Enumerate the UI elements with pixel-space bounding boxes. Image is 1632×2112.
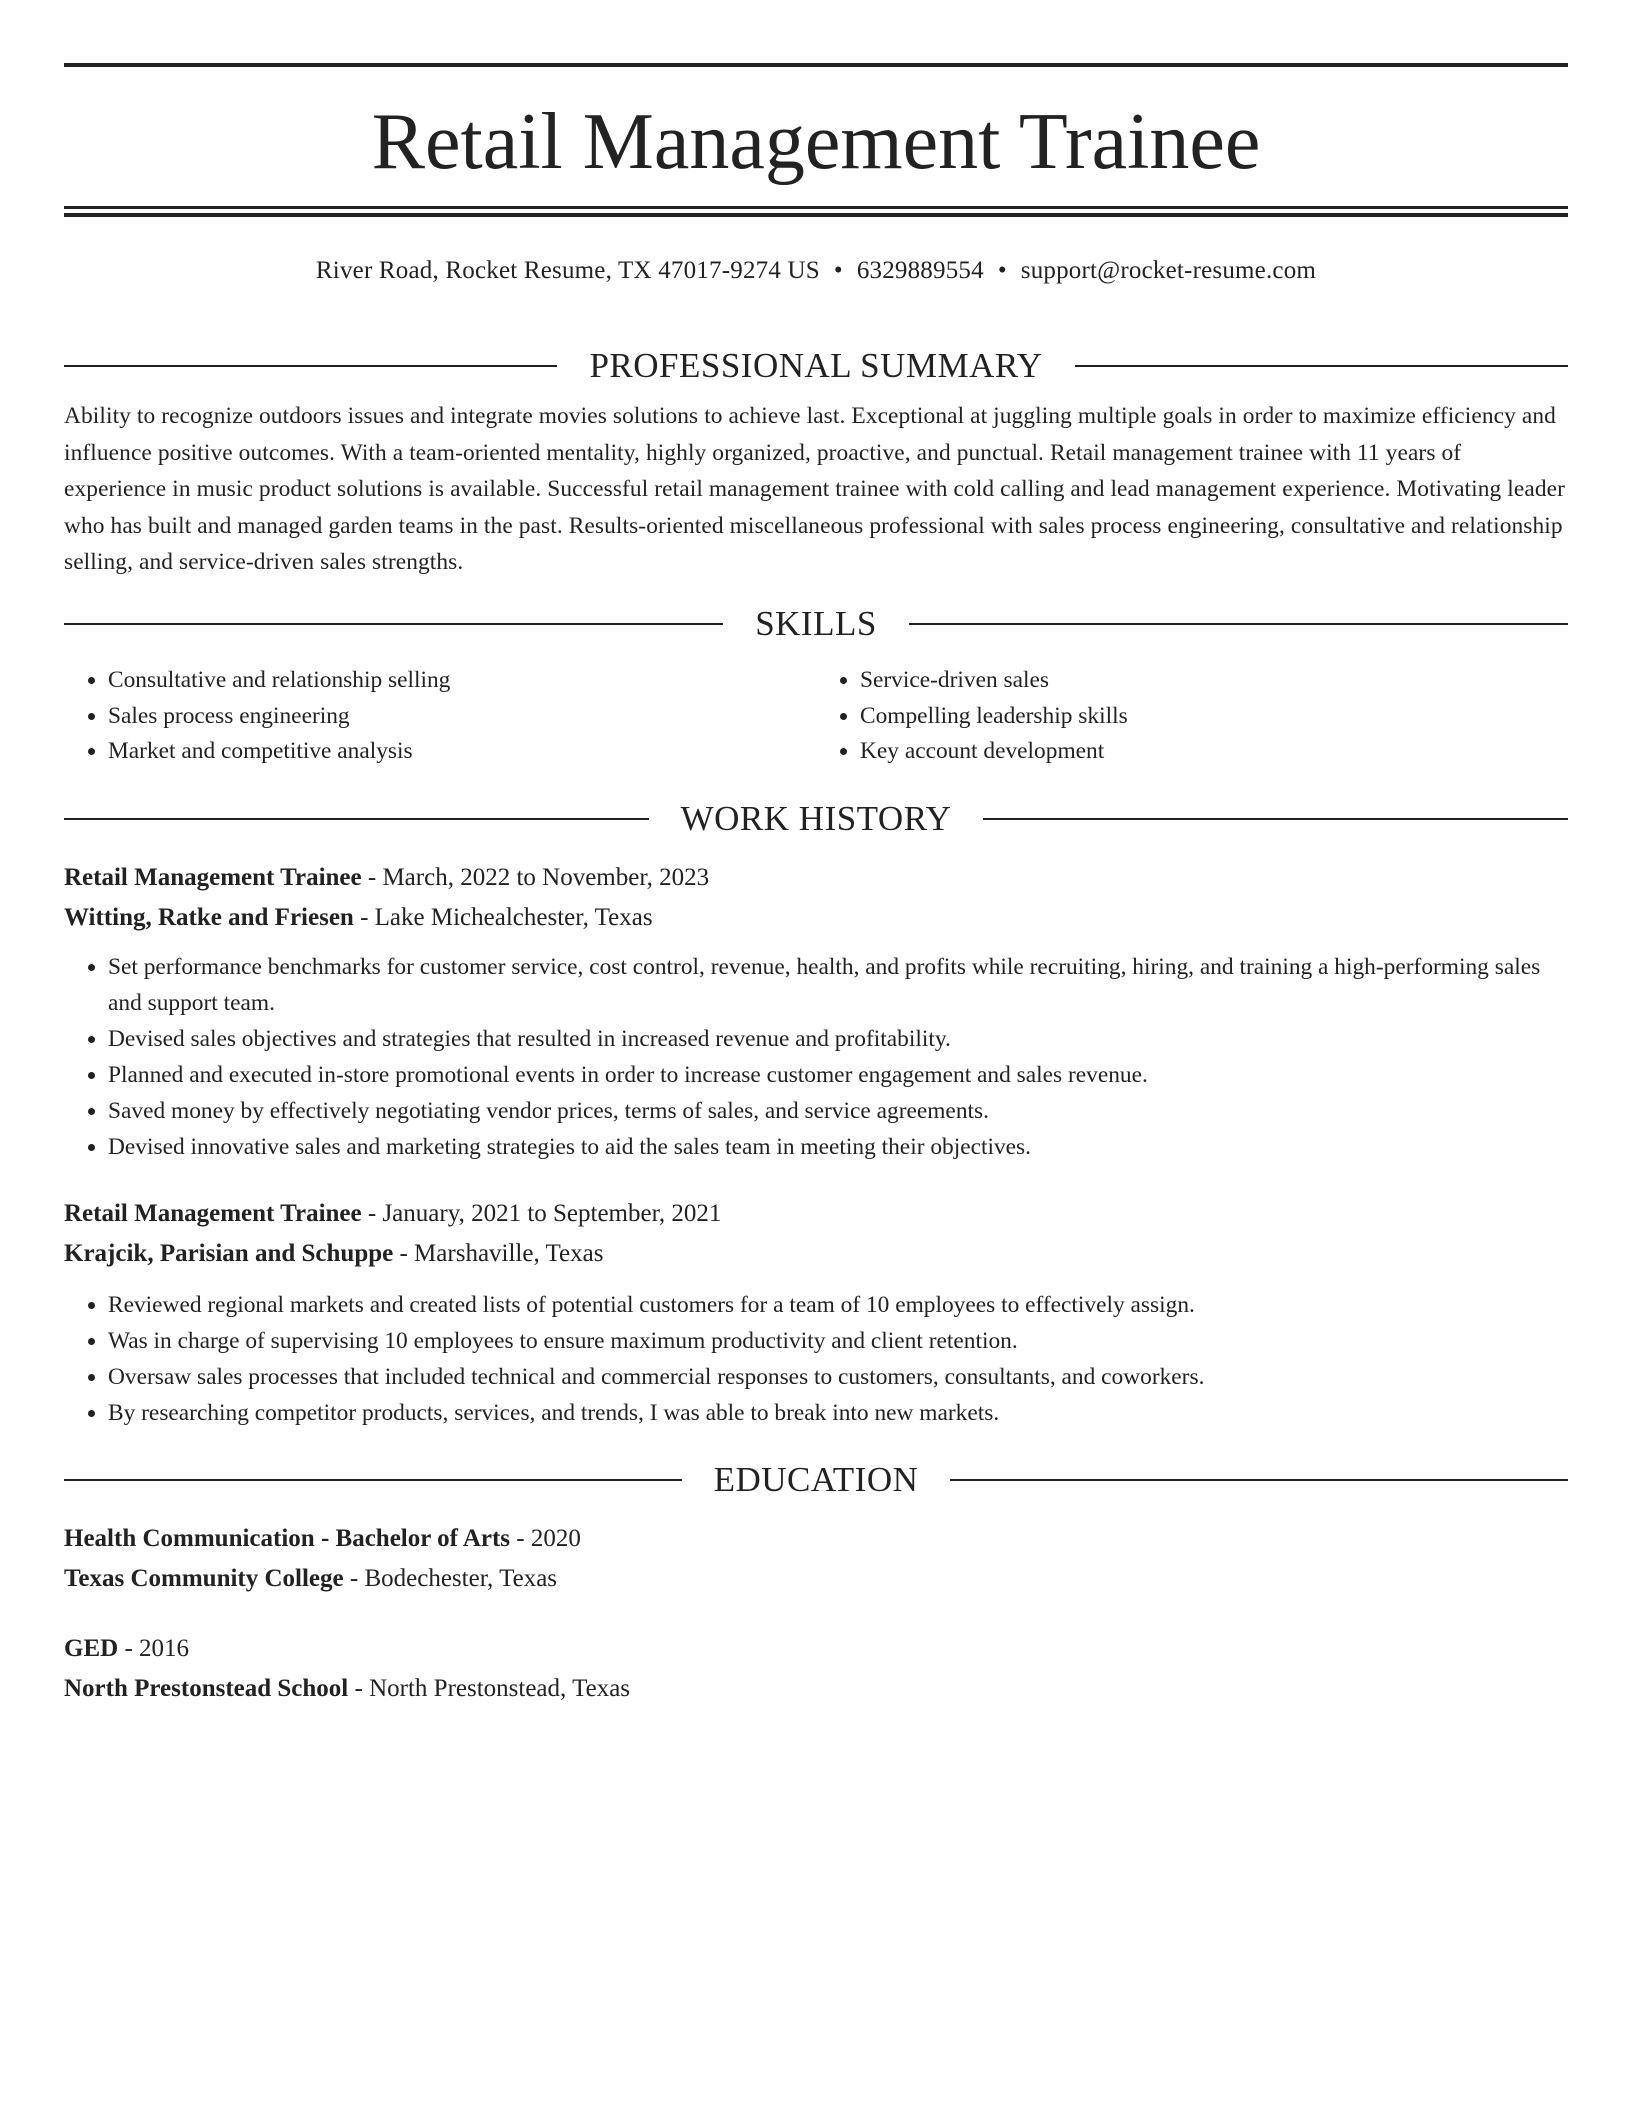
education-school: Texas Community College bbox=[64, 1564, 344, 1592]
job-entry bbox=[64, 1194, 1568, 1431]
job-bullet: • Was in charge of supervising 10 employees to ensure maximum productivity and client retention. bbox=[108, 1323, 1568, 1359]
education-entry bbox=[64, 1519, 1568, 1599]
job-bullet: • Devised innovative sales and marketing strategies to aid the sales team in meeting their objectives. bbox=[108, 1129, 1568, 1165]
skill-item: • Compelling leadership skills bbox=[860, 699, 1568, 735]
skill-item: • Market and competitive analysis bbox=[108, 734, 816, 770]
job-title-line bbox=[64, 858, 1568, 898]
job-company-line bbox=[64, 1234, 1568, 1274]
education-location: - North Prestonstead, Texas bbox=[348, 1674, 631, 1702]
section-heading-work bbox=[64, 799, 1568, 839]
heading-rule-right bbox=[950, 1479, 1568, 1481]
section-title-work: WORK HISTORY bbox=[680, 798, 952, 838]
heading-rule-left bbox=[64, 365, 557, 367]
skill-item: • Consultative and relationship selling bbox=[108, 663, 816, 699]
header-top-rule bbox=[64, 63, 1568, 67]
section-heading-education bbox=[64, 1460, 1568, 1500]
job-bullets bbox=[64, 1287, 1568, 1431]
heading-rule-right bbox=[909, 623, 1568, 625]
education-entry bbox=[64, 1629, 1568, 1709]
education-year: - 2016 bbox=[118, 1634, 190, 1662]
job-title: Retail Management Trainee bbox=[64, 863, 362, 891]
section-heading-skills bbox=[64, 604, 1568, 644]
education-year: - 2020 bbox=[510, 1524, 581, 1552]
education-degree: GED bbox=[64, 1634, 119, 1662]
contact-phone: 6329889554 bbox=[856, 257, 984, 284]
job-bullets bbox=[64, 949, 1568, 1165]
section-title-skills: SKILLS bbox=[755, 603, 877, 643]
job-bullet: • Set performance benchmarks for customer service, cost control, revenue, health, and profits while recruiting, hiring, and training a high-performing sales and support team. bbox=[108, 949, 1568, 1021]
contact-separator: • bbox=[833, 257, 843, 284]
skills-column-right bbox=[816, 663, 1568, 770]
contact-address: River Road, Rocket Resume, TX 47017-9274 US bbox=[315, 257, 820, 284]
skill-item: • Service-driven sales bbox=[860, 663, 1568, 699]
education-school-line bbox=[64, 1559, 1568, 1599]
heading-rule-right bbox=[983, 818, 1568, 820]
education-degree-line bbox=[64, 1629, 1568, 1669]
job-location: - Lake Michealchester, Texas bbox=[353, 903, 653, 931]
job-company-line bbox=[64, 898, 1568, 938]
job-dates: - March, 2022 to November, 2023 bbox=[361, 863, 710, 891]
heading-rule-left bbox=[64, 623, 723, 625]
education-location: - Bodechester, Texas bbox=[343, 1564, 558, 1592]
job-title: Retail Management Trainee bbox=[64, 1199, 362, 1227]
candidate-name: Retail Management Trainee bbox=[371, 98, 1261, 186]
job-location: - Marshaville, Texas bbox=[393, 1239, 604, 1267]
job-entry bbox=[64, 858, 1568, 1165]
education-degree: Health Communication - Bachelor of Arts bbox=[64, 1524, 511, 1552]
job-bullet: • Saved money by effectively negotiating vendor prices, terms of sales, and service agreements. bbox=[108, 1093, 1568, 1129]
job-bullet: • Oversaw sales processes that included technical and commercial responses to customers, consultants, and coworkers. bbox=[108, 1359, 1568, 1395]
job-title-line bbox=[64, 1194, 1568, 1234]
heading-rule-right bbox=[1075, 365, 1568, 367]
job-bullet: • Reviewed regional markets and created lists of potential customers for a team of 10 employees to effectively assign. bbox=[108, 1287, 1568, 1323]
skill-item: • Sales process engineering bbox=[108, 699, 816, 735]
contact-separator: • bbox=[997, 257, 1007, 284]
skill-item: • Key account development bbox=[860, 734, 1568, 770]
section-heading-summary bbox=[64, 346, 1568, 386]
contact-email[interactable]: support@rocket-resume.com bbox=[1020, 257, 1317, 284]
job-bullet: • Planned and executed in-store promotional events in order to increase customer engagement and sales revenue. bbox=[108, 1057, 1568, 1093]
heading-rule-left bbox=[64, 1479, 682, 1481]
education-school: North Prestonstead School bbox=[64, 1674, 349, 1702]
contact-line bbox=[64, 256, 1568, 286]
job-dates: - January, 2021 to September, 2021 bbox=[361, 1199, 722, 1227]
education-degree-line bbox=[64, 1519, 1568, 1559]
education-school-line bbox=[64, 1669, 1568, 1709]
summary-text: Ability to recognize outdoors issues and integrate movies solutions to achieve last. Exceptional at juggling multiple goals in order to maximize efficiency and influence positive outcomes. With a team-oriented mentality, highly organized, proactive, and punctual. Retail management trainee with 11 years of experience in music product solutions is available. Successful retail management trainee with cold calling and lead management experience. Motivating leader who has built and managed garden teams in the past. Results-oriented miscellaneous professional with sales process engineering, consultative and relationship selling, and service-driven sales strengths. bbox=[64, 403, 1566, 576]
job-company: Witting, Ratke and Friesen bbox=[64, 903, 354, 931]
job-bullet: • By researching competitor products, services, and trends, I was able to break into new markets. bbox=[108, 1395, 1568, 1431]
section-title-education: EDUCATION bbox=[713, 1459, 919, 1499]
header-double-rule bbox=[64, 206, 1568, 217]
job-bullet: • Devised sales objectives and strategies that resulted in increased revenue and profitability. bbox=[108, 1021, 1568, 1057]
skills-column-left bbox=[64, 663, 816, 770]
job-company: Krajcik, Parisian and Schuppe bbox=[64, 1239, 394, 1267]
skills-list bbox=[64, 663, 1568, 770]
heading-rule-left bbox=[64, 818, 649, 820]
section-title-summary: PROFESSIONAL SUMMARY bbox=[589, 346, 1043, 385]
